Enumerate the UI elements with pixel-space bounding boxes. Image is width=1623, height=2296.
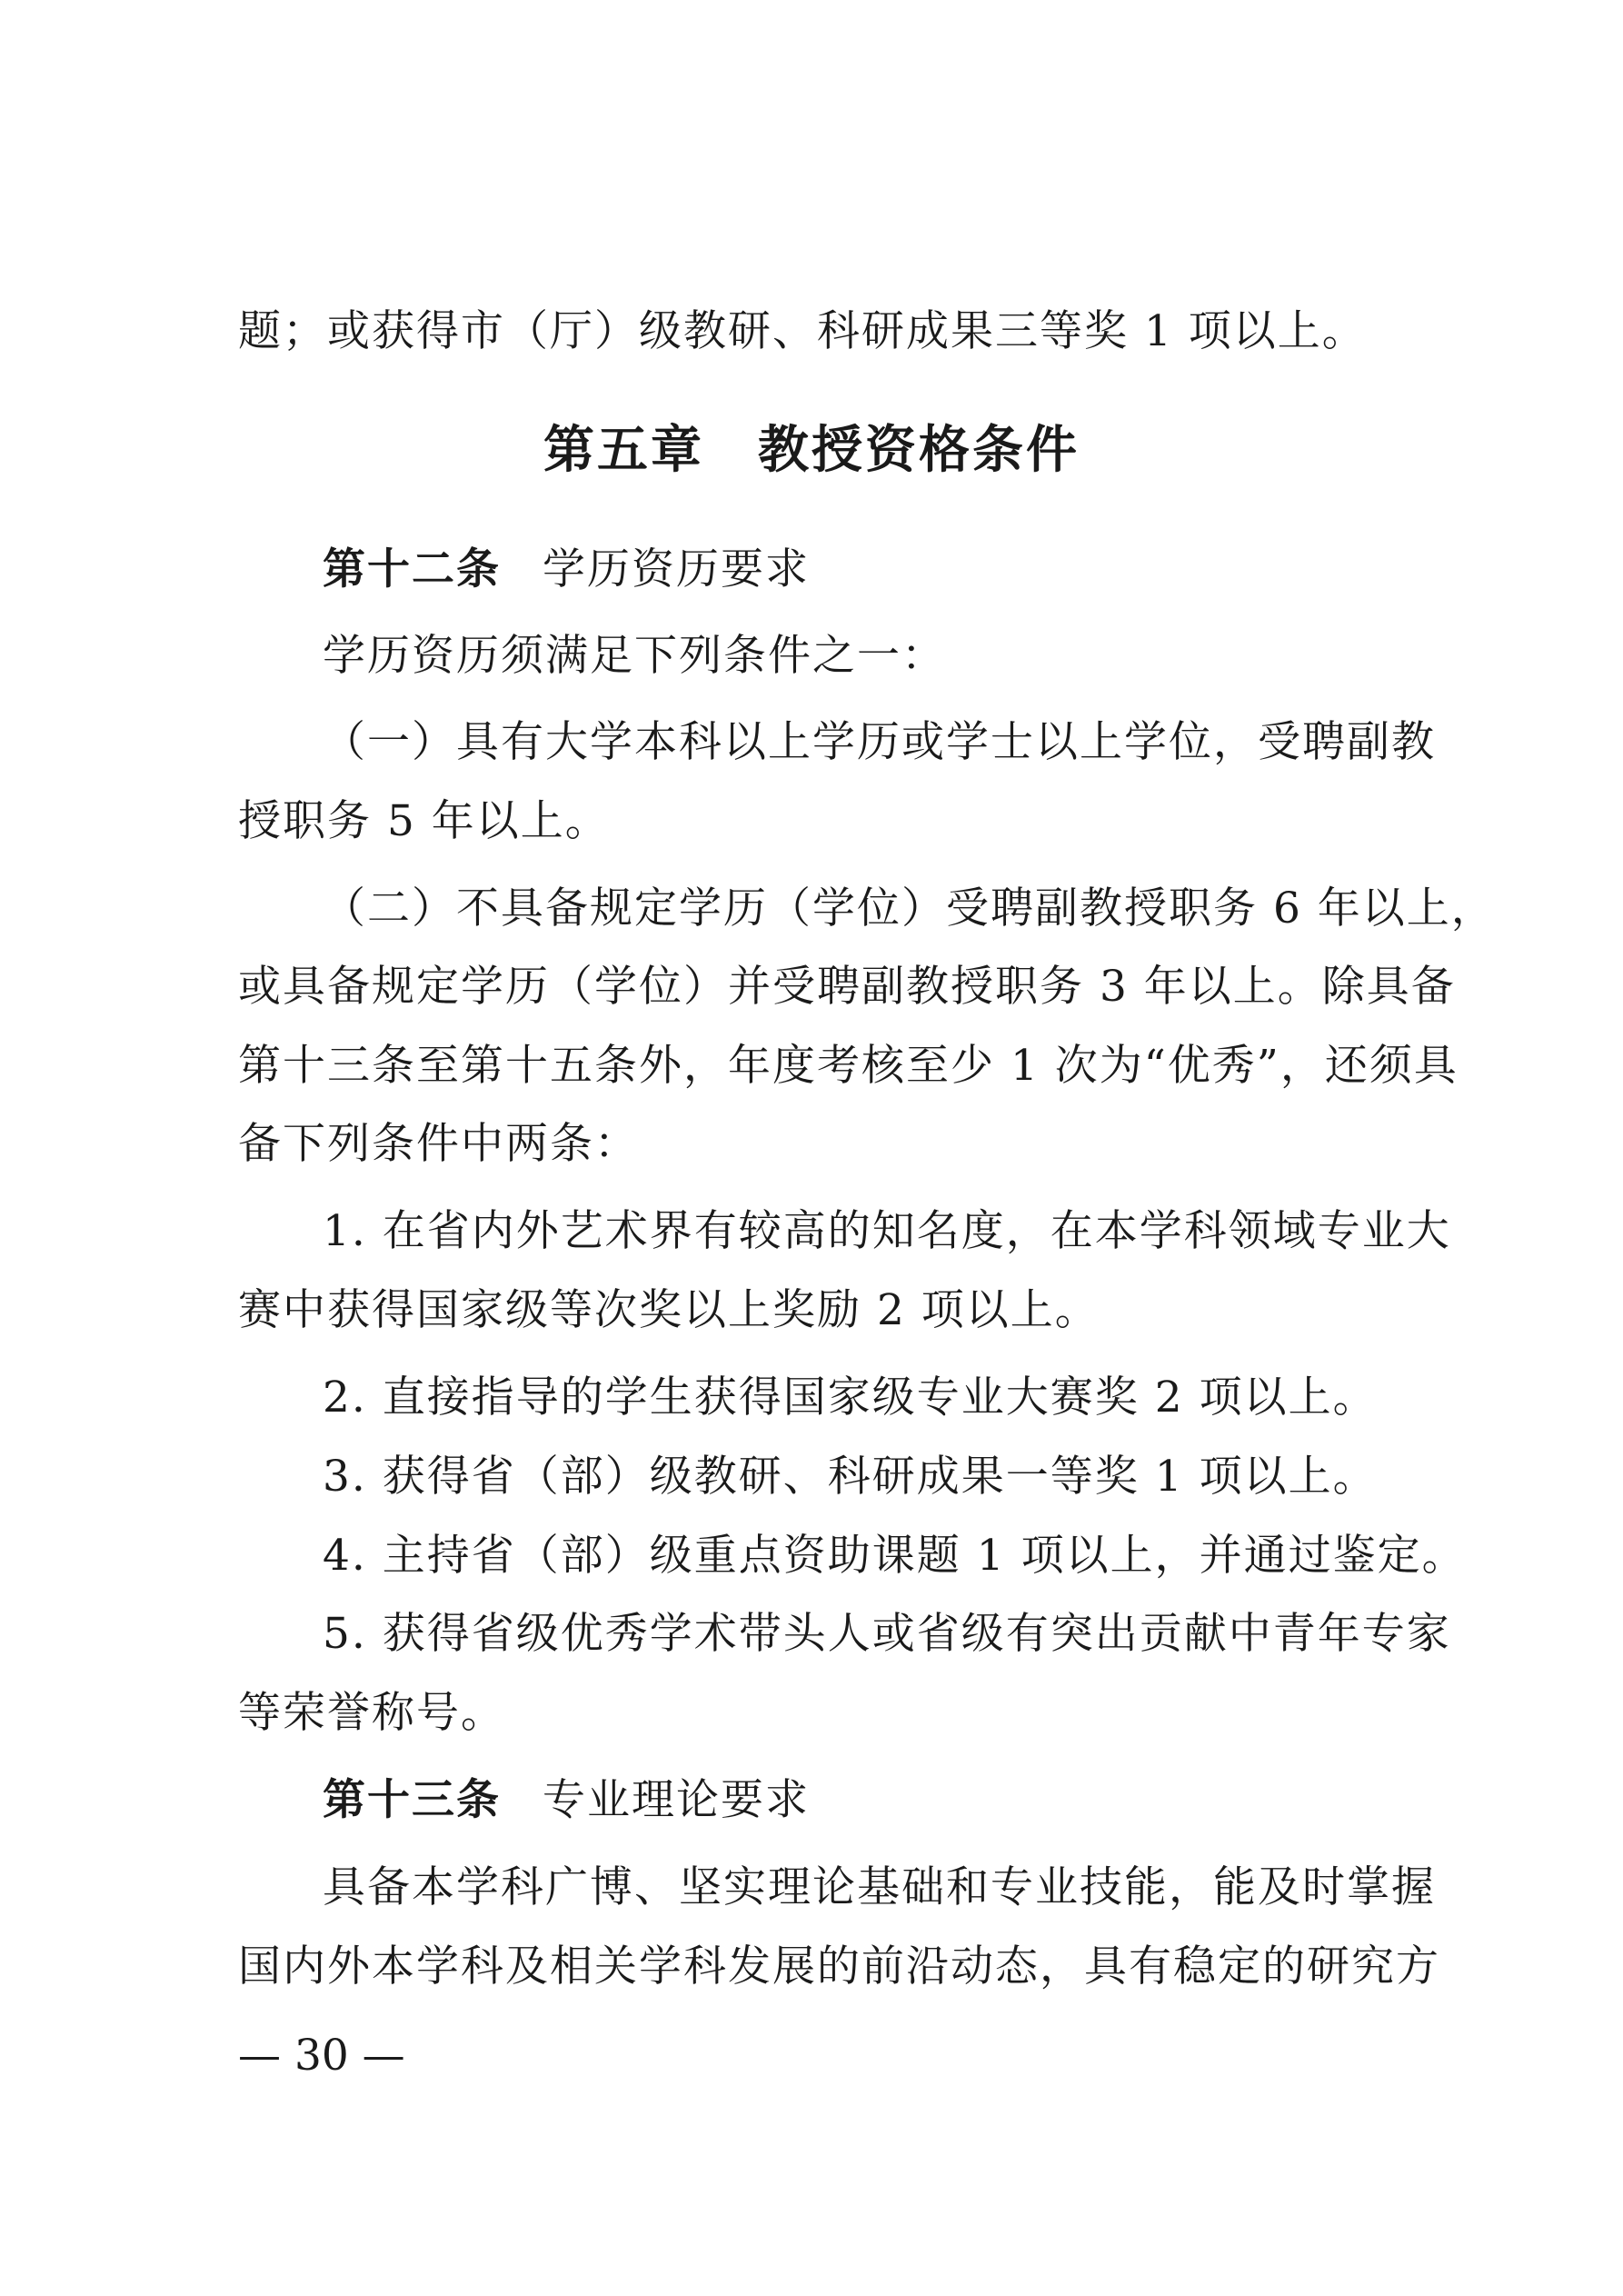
article-12-title: 学历资历要求 [543, 544, 810, 594]
paragraph-line: 2. 直接指导的学生获得国家级专业大赛奖 2 项以上。 [323, 1373, 1378, 1423]
paragraph-line: 国内外本学科及相关学科发展的前沿动态，具有稳定的研究方 [238, 1942, 1440, 1992]
paragraph-line: 题；或获得市（厅）级教研、科研成果三等奖 1 项以上。 [238, 306, 1367, 356]
paragraph-line: 授职务 5 年以上。 [238, 796, 610, 846]
paragraph-line: 等荣誉称号。 [238, 1688, 505, 1738]
paragraph-line: 学历资历须满足下列条件之一： [323, 631, 946, 681]
article-12-heading [323, 543, 810, 597]
article-13-title: 专业理论要求 [543, 1775, 810, 1825]
paragraph-line: 第十三条至第十五条外，年度考核至少 1 次为“优秀”，还须具 [238, 1041, 1459, 1091]
paragraph-line: 5. 获得省级优秀学术带头人或省级有突出贡献中青年专家 [323, 1609, 1451, 1659]
article-13-heading [323, 1773, 810, 1828]
page-number: — 30 — [238, 2031, 405, 2081]
paragraph-line: 赛中获得国家级等次奖以上奖励 2 项以上。 [238, 1285, 1100, 1335]
article-13-label: 第十三条 [323, 1775, 501, 1825]
chapter-title: 第五章 教授资格条件 [543, 420, 1080, 480]
paragraph-line: （二）不具备规定学历（学位）受聘副教授职务 6 年以上， [323, 883, 1496, 933]
paragraph-line: 4. 主持省（部）级重点资助课题 1 项以上，并通过鉴定。 [323, 1531, 1467, 1581]
paragraph-line: 1. 在省内外艺术界有较高的知名度，在本学科领域专业大 [323, 1206, 1451, 1256]
paragraph-line: 或具备规定学历（学位）并受聘副教授职务 3 年以上。除具备 [238, 962, 1456, 1012]
paragraph-line: 3. 获得省（部）级教研、科研成果一等奖 1 项以上。 [323, 1452, 1378, 1502]
paragraph-line: 具备本学科广博、坚实理论基础和专业技能，能及时掌握 [323, 1862, 1436, 1912]
article-12-label: 第十二条 [323, 544, 501, 594]
paragraph-line: 备下列条件中两条： [238, 1119, 639, 1169]
paragraph-line: （一）具有大学本科以上学历或学士以上学位，受聘副教 [323, 717, 1436, 767]
